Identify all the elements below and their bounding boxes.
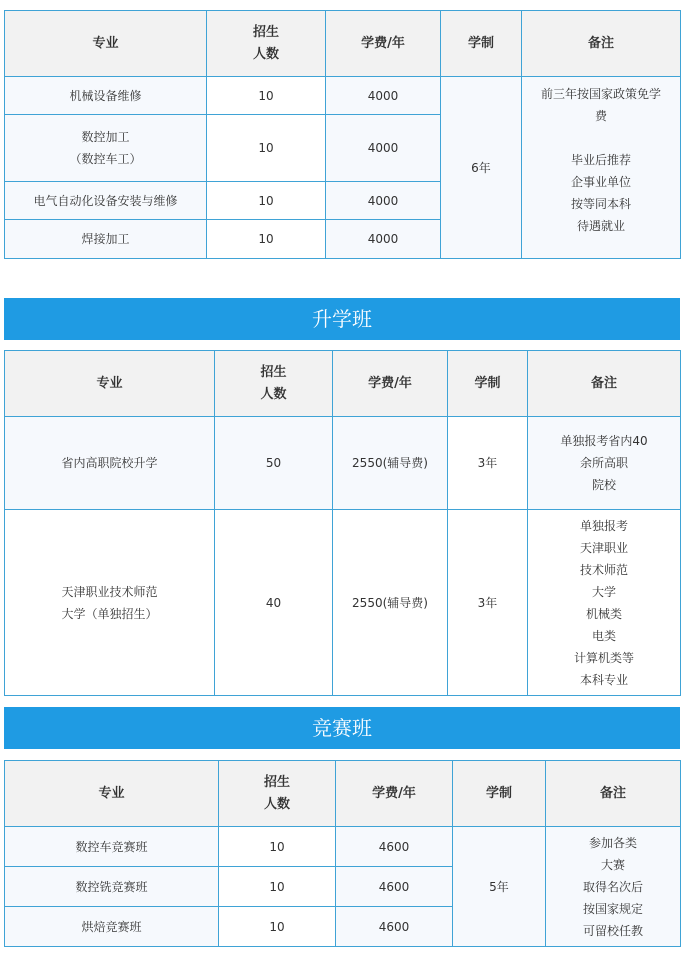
table-row [5,827,681,867]
header-enrollment: 招生 人数 [215,351,333,417]
count-cell: 10 [207,77,326,115]
table-row [5,510,681,696]
header-tuition: 学费/年 [326,11,441,77]
duration-cell: 5年 [453,827,546,947]
fee-cell: 4600 [336,907,453,947]
duration-cell: 3年 [448,417,528,510]
vocational-program-table [4,10,681,259]
table-row [5,77,681,115]
notes-cell: 前三年按国家政策免学 费 毕业后推荐 企事业单位 按等同本科 待遇就业 [522,77,681,259]
section-banner-advancement: 升学班 [4,298,680,340]
major-cell: 烘焙竞赛班 [5,907,219,947]
fee-cell: 4000 [326,182,441,220]
major-cell: 焊接加工 [5,220,207,259]
header-tuition: 学费/年 [333,351,448,417]
header-enrollment: 招生 人数 [207,11,326,77]
major-cell: 数控铣竞赛班 [5,867,219,907]
header-notes: 备注 [546,761,681,827]
count-cell: 10 [219,867,336,907]
major-cell: 数控车竞赛班 [5,827,219,867]
header-major: 专业 [5,11,207,77]
header-enrollment: 招生 人数 [219,761,336,827]
count-cell: 10 [207,220,326,259]
duration-cell: 3年 [448,510,528,696]
fee-cell: 2550(辅导费) [333,417,448,510]
count-cell: 10 [219,827,336,867]
header-tuition: 学费/年 [336,761,453,827]
count-cell: 40 [215,510,333,696]
major-cell: 天津职业技术师范 大学（单独招生） [5,510,215,696]
header-major: 专业 [5,351,215,417]
header-major: 专业 [5,761,219,827]
header-duration: 学制 [441,11,522,77]
header-notes: 备注 [522,11,681,77]
fee-cell: 2550(辅导费) [333,510,448,696]
count-cell: 10 [207,115,326,182]
notes-cell: 参加各类 大赛 取得名次后 按国家规定 可留校任教 [546,827,681,947]
count-cell: 10 [207,182,326,220]
notes-cell: 单独报考省内40 余所高职 院校 [528,417,681,510]
fee-cell: 4000 [326,77,441,115]
header-duration: 学制 [453,761,546,827]
major-cell: 数控加工 （数控车工） [5,115,207,182]
count-cell: 50 [215,417,333,510]
advancement-program-table [4,350,681,696]
notes-cell: 单独报考 天津职业 技术师范 大学 机械类 电类 计算机类等 本科专业 [528,510,681,696]
fee-cell: 4000 [326,115,441,182]
major-cell: 省内高职院校升学 [5,417,215,510]
fee-cell: 4600 [336,827,453,867]
count-cell: 10 [219,907,336,947]
fee-cell: 4600 [336,867,453,907]
major-cell: 机械设备维修 [5,77,207,115]
duration-cell: 6年 [441,77,522,259]
competition-program-table [4,760,681,947]
table-row [5,417,681,510]
header-duration: 学制 [448,351,528,417]
major-cell: 电气自动化设备安装与维修 [5,182,207,220]
section-banner-competition: 竞赛班 [4,707,680,749]
fee-cell: 4000 [326,220,441,259]
header-notes: 备注 [528,351,681,417]
